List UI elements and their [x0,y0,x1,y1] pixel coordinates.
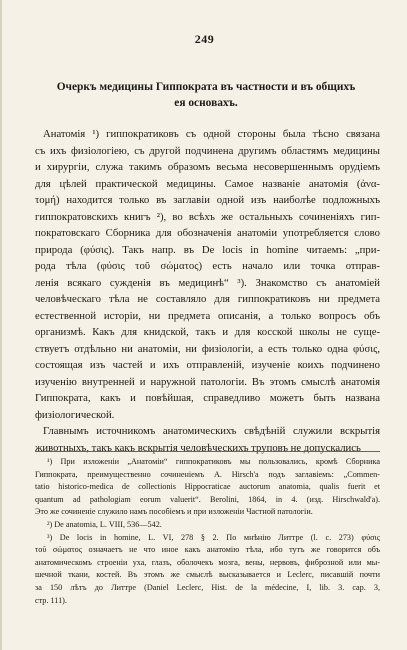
footnote-line: ²) De anatomia, L. VIII, 536—542. [47,519,162,529]
text-line: пократовскаго Сборника для обозначенія анатоміи употребляется слово [35,227,380,239]
footnote-line: за 150 лѣтъ до Литтре (Daniel Leclerc, Hist. de la médecine, I, lib. 3. cap. 3, [35,582,380,592]
footnote-line: Гиппократа, преимущественно сочиненіемъ A. Hirsch'a подъ заглавіемъ: „Commen- [35,469,380,479]
text-line: изученію внутренней и наружной патологіи. Въ этомъ смыслѣ анатомія [35,375,380,388]
text-line: организмѣ. Какъ для книдской, такъ и для косской школы не суще- [35,326,380,338]
footnote-line: стр. 111). [35,595,67,605]
chapter-title-line: Очеркъ медицины Гиппократа въ частности и въ общихъ [56,81,356,93]
text-line: Гиппократа, какъ и повѣйшая, справедливо можетъ быть названа [35,392,380,404]
footnote-line: ³) De locis in homine, L. VI, 278 § 2. По мнѣнію Литтре (l. c. 273) φύσις [47,532,380,542]
text-line: человѣческаго тѣла не составляло для гиппократиковъ ни предмета [35,293,380,305]
footnote-divider [35,451,380,452]
text-line: ствуетъ отдѣльно ни анатоміи, ни физіологіи, а есть только одна φύσις, [35,342,380,355]
text-line: Главнымъ источникомъ анатомическихъ свѣдѣній служили вскрытія [43,425,380,437]
footnote-line: анатомическомъ строеніи уха, глазъ, оболочекъ мозга, вены, нервовъ, фиброзной или мы- [35,557,380,567]
chapter-title [36,79,376,111]
text-line: рода тѣла (φύσις τοῦ σώματος) есть начало или точка отправ- [35,260,380,272]
page-number: 249 [194,32,215,46]
text-line: физіологической. [35,408,115,421]
footnote-line: ¹) При изложеніи „Анатоміи“ гиппократиковъ мы пользовались, кромѣ Сборника [47,457,380,466]
footnote-line: tatio historico-medica de collectionis Hippocraticae auctorum anatomia, qualis fuerit et [35,482,380,492]
footnotes [35,456,380,607]
footnote-line: τοῦ σώματος означаетъ не что иное какъ анатомію тѣла, ибо тутъ же говорится объ [35,545,380,555]
text-line: для цѣлей практической медицины. Самое названіе анатомія (ἀνα- [35,177,380,190]
footnote-line: quantum ad pathologiam eorum valuerit“. Berolini, 1864, in 4. (изд. Hirschwald'a). [35,494,380,504]
footnote-line: Это же сочиненіе служило намъ пособіемъ и при изложеніи Частной патологіи. [35,507,313,517]
footnote-line: шечной ткани, костей. Въ этомъ же смыслѣ высказывается и Leclerc, писавшій почти [35,570,380,580]
text-line: и хирургіи, служа такимъ образомъ весьма несовершеннымъ орудіемъ [35,161,380,173]
text-line: ленія всякаго сужденія въ медицинѣ“ ³). Знакомство съ анатоміей [35,276,380,289]
text-line: природа (φύσις). Такъ напр. въ De locis in homine читаемъ: „при- [35,243,380,256]
chapter-title-line: ея основахъ. [174,97,238,109]
text-line: гиппократовскихъ книгъ ²), во всѣхъ же остальныхъ сочиненіяхъ гип- [35,210,380,223]
text-line: τομή) находится только въ заглавіи одной изъ наиболѣе подложныхъ [35,194,380,206]
text-line: съ ихъ физіологіею, съ другой подчинена другимъ областямъ медицины [35,144,380,157]
text-line: животныхъ, такъ какъ вскрытія человѣческихъ труповъ не допускались [35,441,361,454]
main-text [35,126,380,456]
text-line: естественной исторіи, ни предмета описанія, а только вопросъ объ [35,309,380,322]
text-line: состоящая изъ частей и ихъ отправленій, изученіе коихъ подчинено [35,359,380,371]
text-line: Анатомія ¹) гиппократиковъ съ одной стороны была тѣсно связана [43,128,380,140]
